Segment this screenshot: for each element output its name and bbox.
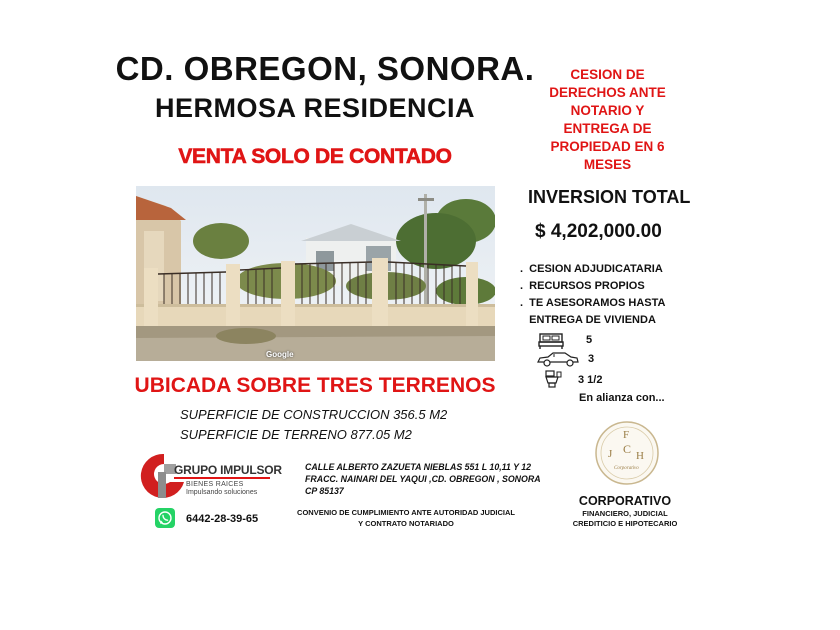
convenio-notice (296, 507, 516, 529)
cesion-line: NOTARIO Y (570, 103, 645, 118)
cesion-line: MESES (583, 157, 632, 172)
agency-line2: Impulsando soluciones (186, 489, 258, 496)
corporativo-sub-line: FINANCIERO, JUDICIAL (582, 509, 668, 518)
corporativo-seal-logo (594, 420, 660, 486)
seal-letter: J (608, 448, 613, 460)
cesion-notice (535, 66, 680, 174)
land-area: SUPERFICIE DE TERRENO 877.05 M2 (180, 427, 412, 442)
address-block (305, 461, 545, 497)
corporativo-subtitle (555, 509, 695, 529)
bedrooms-count: 5 (586, 334, 593, 346)
agency-divider (174, 477, 270, 479)
investment-label: INVERSION TOTAL (528, 187, 691, 207)
seal-letter: C (623, 442, 632, 456)
corporativo-sub-line: CREDITICIO E HIPOTECARIO (572, 519, 678, 528)
corporativo-name: CORPORATIVO (578, 494, 672, 508)
address-line: CP 85137 (305, 486, 344, 496)
benefit-item: ENTREGA DE VIVIENDA (520, 314, 656, 326)
parking-count: 3 (588, 353, 595, 365)
convenio-line: Y CONTRATO NOTARIADO (358, 519, 454, 528)
bathroom-icon (543, 369, 563, 394)
benefits-list (520, 261, 665, 329)
benefit-item: . CESION ADJUDICATARIA (520, 263, 663, 275)
investment-amount: $ 4,202,000.00 (535, 221, 662, 242)
cesion-line: DERECHOS ANTE (549, 85, 666, 100)
location-headline: UBICADA SOBRE TRES TERRENOS (134, 374, 496, 397)
agency-name: GRUPO IMPULSOR (174, 463, 282, 477)
agency-line1: BIENES RAICES (186, 481, 244, 488)
title-subtitle: HERMOSA RESIDENCIA (154, 93, 476, 123)
cesion-line: ENTREGA DE (563, 121, 652, 136)
cesion-line: PROPIEDAD EN 6 (550, 139, 665, 154)
property-photo (136, 186, 495, 361)
address-line: FRACC. NAINARI DEL YAQUI ,CD. OBREGON , SONORA (305, 474, 541, 484)
address-line: CALLE ALBERTO ZAZUETA NIEBLAS 551 L 10,11 Y 12 (305, 462, 532, 472)
convenio-line: CONVENIO DE CUMPLIMIENTO ANTE AUTORIDAD JUDICIAL (297, 508, 515, 517)
benefit-item: . TE ASESORAMOS HASTA (520, 297, 666, 309)
seal-letter: H (636, 450, 644, 462)
construction-area: SUPERFICIE DE CONSTRUCCION 356.5 M2 (180, 407, 448, 422)
title-city: CD. OBREGON, SONORA. (115, 50, 535, 87)
alliance-text: En alianza con... (579, 392, 665, 404)
phone-number[interactable]: 6442-28-39-65 (186, 513, 259, 525)
benefit-item: . RECURSOS PROPIOS (520, 280, 645, 292)
sale-type-banner: VENTA SOLO DE CONTADO (178, 145, 452, 168)
cesion-line: CESION DE (570, 67, 645, 82)
bathrooms-count: 3 1/2 (578, 374, 603, 386)
seal-caption: Corporativo (614, 466, 639, 471)
photo-watermark: Google (266, 350, 294, 359)
seal-letter: F (623, 429, 630, 441)
whatsapp-icon (155, 508, 175, 533)
